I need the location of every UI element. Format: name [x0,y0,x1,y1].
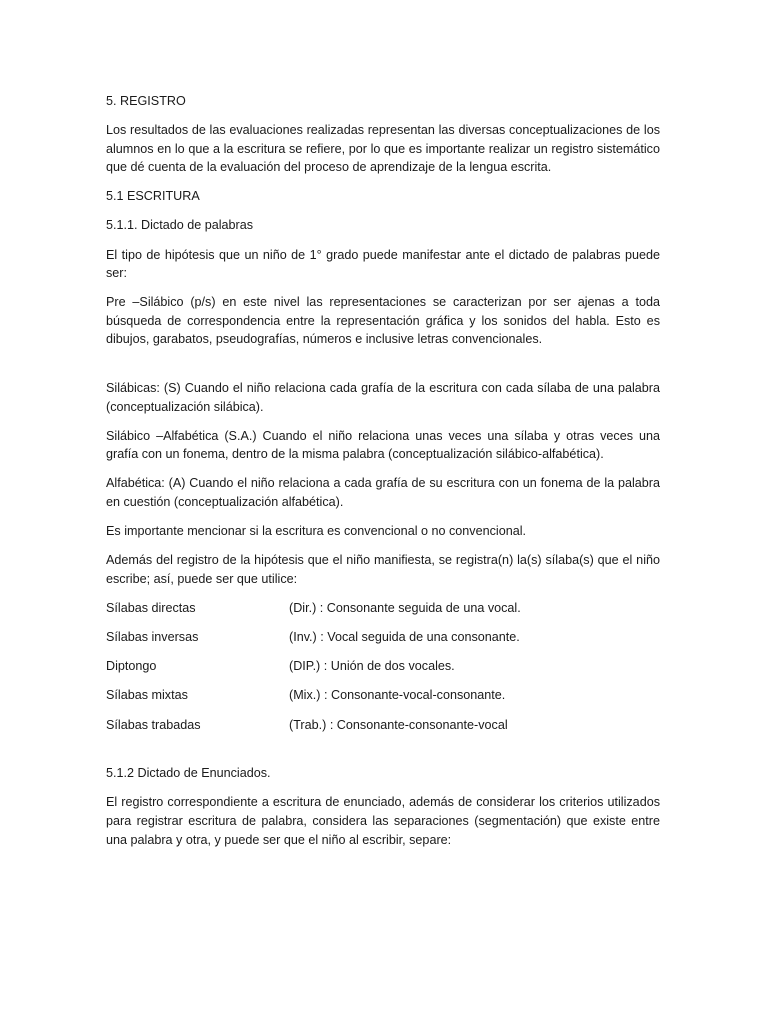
section-heading-escritura: 5.1 ESCRITURA [106,189,200,204]
syllable-row [106,716,660,735]
syllable-label: Sílabas mixtas [106,688,188,703]
paragraph-enunciados: El registro correspondiente a escritura de enunciado, además de considerar los criterios utilizados para registrar escritura de palabra, considera las separaciones (segmentación) que existe entre una palabra y otra, y puede ser que el niño al escribir, separe: [106,795,660,847]
subsection-heading-dictado-enunciados: 5.1.2 Dictado de Enunciados. [106,766,271,781]
syllable-row [106,686,660,705]
syllable-definition: (Mix.) : Consonante-vocal-consonante. [289,688,506,703]
syllable-label: Diptongo [106,659,157,674]
paragraph-convencional: Es importante mencionar si la escritura es convencional o no convencional. [106,524,527,539]
paragraph-silabicas: Silábicas: (S) Cuando el niño relaciona cada grafía de la escritura con cada sílaba de una palabra (conceptualización silábica). [106,381,660,414]
paragraph-presilabico: Pre –Silábico (p/s) en este nivel las representaciones se caracterizan por ser ajenas a toda búsqueda de correspondencia entre la representación gráfica y los sonidos del habla. Esto es dibujos, garabatos, pseudografías, números e inclusive letras convencionales. [106,295,660,347]
syllable-types-list [106,599,660,734]
syllable-label: Sílabas inversas [106,630,199,645]
syllable-definition: (Dir.) : Consonante seguida de una vocal. [289,600,521,615]
syllable-definition: (Trab.) : Consonante-consonante-vocal [289,717,508,732]
syllable-label: Sílabas directas [106,600,196,615]
syllable-definition: (Inv.) : Vocal seguida de una consonante. [289,630,520,645]
subsection-heading-dictado-palabras: 5.1.1. Dictado de palabras [106,218,254,233]
syllable-label: Sílabas trabadas [106,717,201,732]
section-heading-registro: 5. REGISTRO [106,94,186,108]
syllable-definition: (DIP.) : Unión de dos vocales. [289,659,455,674]
paragraph-intro: Los resultados de las evaluaciones realizadas representan las diversas conceptualizaciones de los alumnos en lo que a la escritura se refiere, por lo que es importante realizar un registro sistemático que dé cuenta de la evaluación del proceso de aprendizaje de la lengua escrita. [106,123,660,175]
syllable-row [106,599,660,618]
paragraph-alfabetica: Alfabética: (A) Cuando el niño relaciona a cada grafía de su escritura con un fonema de la palabra en cuestión (conceptualización alfabética). [106,476,660,509]
syllable-row [106,628,660,647]
paragraph-silabico-alfabetica: Silábico –Alfabética (S.A.) Cuando el niño relaciona unas veces una sílaba y otras veces una grafía con un fonema, dentro de la misma palabra (conceptualización silábico-alfabética). [106,428,660,462]
paragraph-hipotesis: El tipo de hipótesis que un niño de 1° grado puede manifestar ante el dictado de palabras puede ser: [106,247,660,281]
syllable-row [106,657,660,676]
paragraph-ademas: Además del registro de la hipótesis que el niño manifiesta, se registra(n) la(s) sílaba(s) que el niño escribe; así, puede ser que utilice: [106,553,660,586]
